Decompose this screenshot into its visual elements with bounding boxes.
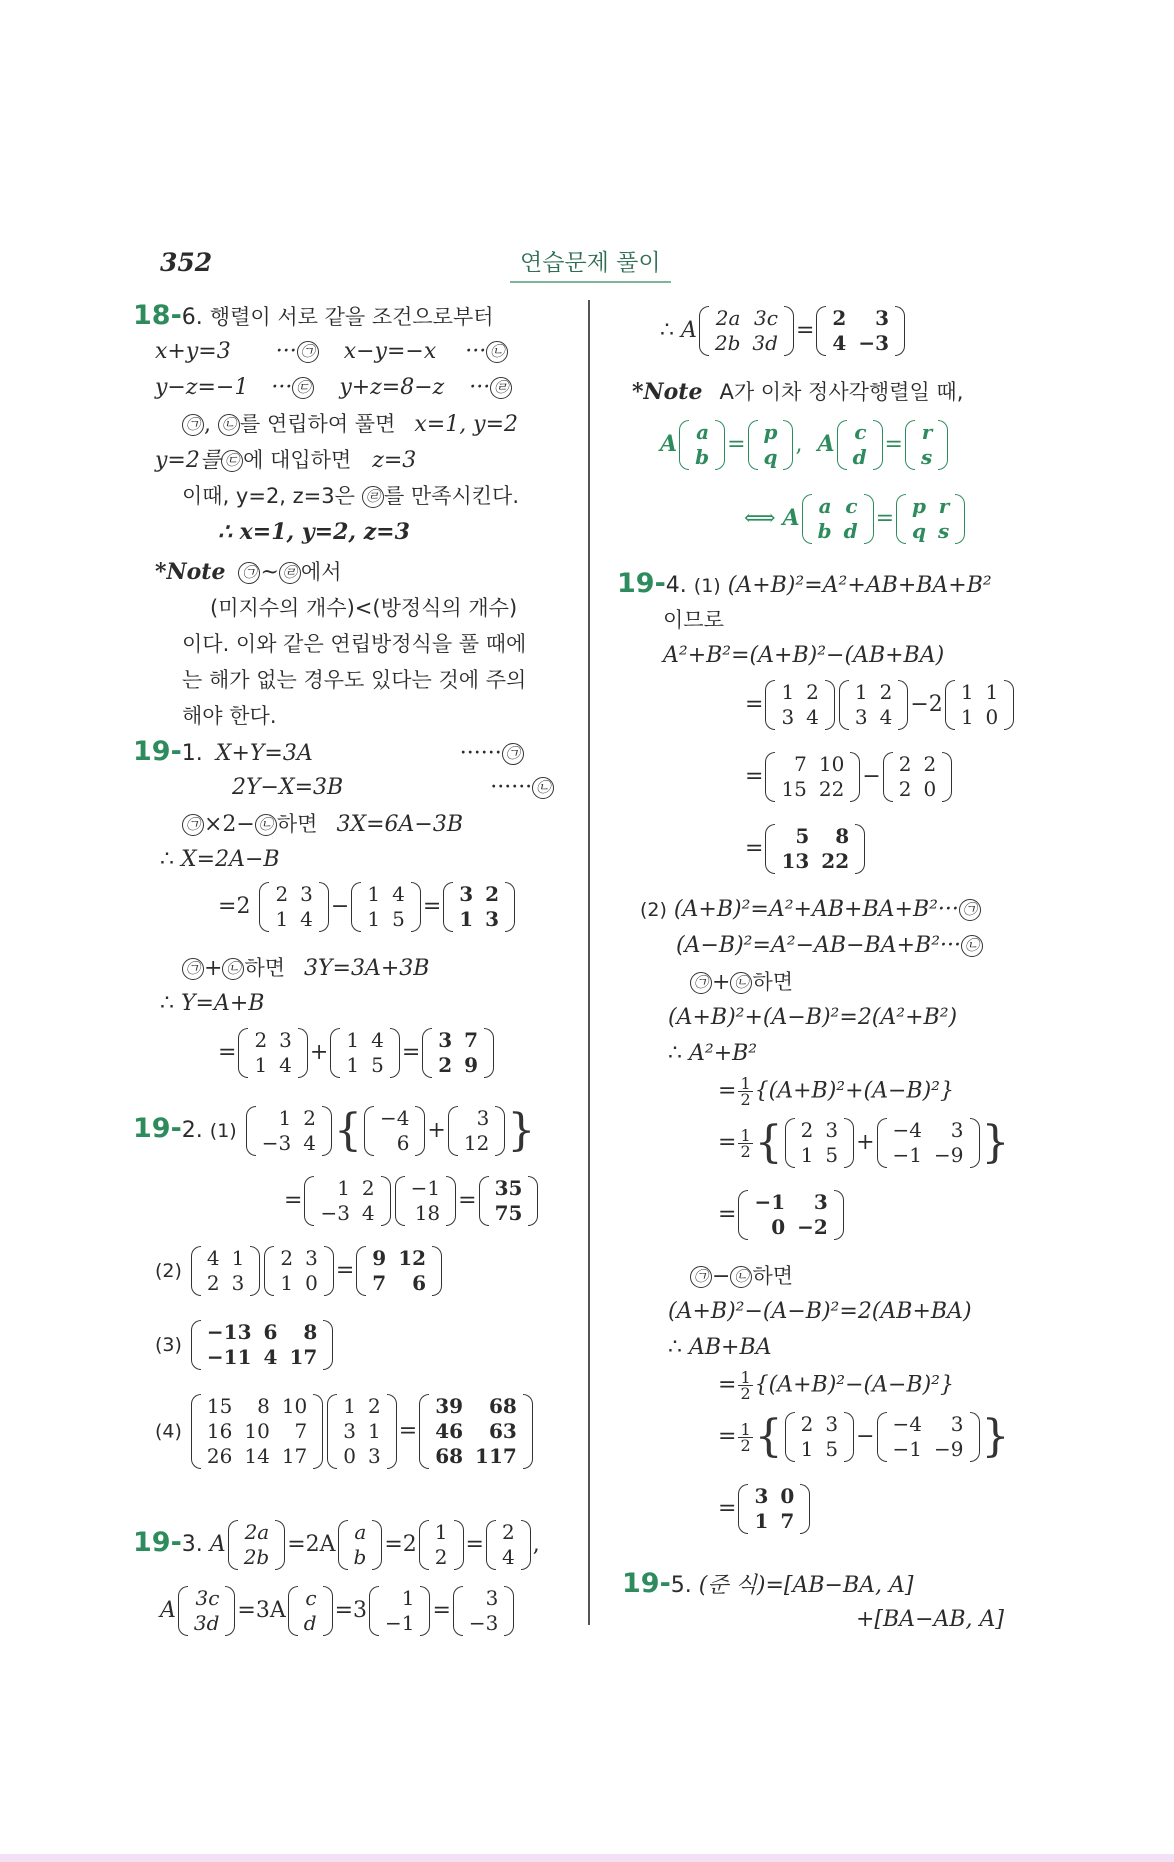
matrix: −4 3 −1 −9 bbox=[877, 1412, 980, 1462]
equation-line: (A−B)²=A²−AB−BA+B²··· ㉡ bbox=[676, 932, 983, 960]
matrix: −4 6 bbox=[364, 1106, 425, 1156]
problem-sub: 6 bbox=[181, 305, 196, 330]
equation-line: ∴ Y=A+B bbox=[160, 991, 265, 1016]
matrix: 39 68 46 63 68 117 bbox=[419, 1394, 533, 1469]
step-line: ㉠ − ㉡ 하면 bbox=[690, 1262, 793, 1291]
matrix-equation: = 3 0 1 7 bbox=[718, 1484, 812, 1534]
step-line: ㉠ ×2− ㉡ 하면 3X=6A−3B bbox=[182, 810, 463, 839]
note-heading: *Note ㉠ ~ ㉣ 에서 bbox=[155, 559, 342, 585]
matrix: 9 12 7 6 bbox=[356, 1246, 442, 1296]
text-line: 이므로 bbox=[663, 608, 724, 632]
matrix: 4 1 2 3 bbox=[191, 1246, 260, 1296]
matrix: 2 3 1 0 bbox=[264, 1246, 333, 1296]
matrix-equation: = 2 3 1 4 + 1 4 1 5 = 3 7 2 9 bbox=[218, 1028, 496, 1078]
matrix-equation: = 1 2 3 4 1 2 3 4 −2 1 1 1 0 bbox=[745, 680, 1016, 730]
matrix: 1 2 −3 4 bbox=[304, 1176, 390, 1226]
matrix: p q bbox=[748, 420, 794, 470]
page-bottom-strip bbox=[0, 1854, 1174, 1862]
matrix-equation: = 7 10 15 22 − 2 2 2 0 bbox=[745, 752, 954, 802]
step-line: ㉠ + ㉡ 하면 3Y=3A+3B bbox=[182, 954, 429, 983]
page-number: 352 bbox=[160, 248, 213, 277]
matrix: −1 18 bbox=[395, 1176, 456, 1226]
matrix: 1 2 3 1 0 3 bbox=[327, 1394, 396, 1469]
matrix: −13 6 8 −11 4 17 bbox=[191, 1320, 333, 1370]
equation-line: 2Y−X=3B ······ ㉡ bbox=[232, 774, 554, 802]
matrix: p r q s bbox=[896, 494, 965, 544]
matrix: 1 4 1 5 bbox=[330, 1028, 399, 1078]
matrix: 3c 3d bbox=[178, 1586, 236, 1636]
matrix: 1 −1 bbox=[369, 1586, 430, 1636]
matrix: 2 3 1 4 bbox=[259, 882, 328, 932]
equation-line: +[BA−AB, A] bbox=[856, 1607, 1005, 1632]
note-text: 해야 한다. bbox=[182, 704, 277, 728]
column-divider bbox=[588, 300, 590, 1625]
solution-line: ㉠ , ㉡ 를 연립하여 풀면 x=1, y=2 bbox=[182, 410, 518, 439]
note-formula: ⟺ A a c b d = p r q s bbox=[744, 494, 967, 544]
problem-19-2-heading: 19-2. (1) 1 2 −3 4 { −4 6 + 3 12 } bbox=[133, 1105, 536, 1156]
matrix: c d bbox=[288, 1586, 333, 1636]
matrix: −4 3 −1 −9 bbox=[877, 1118, 980, 1168]
matrix: a b bbox=[338, 1520, 383, 1570]
matrix-equation: = 5 8 13 22 bbox=[745, 824, 867, 874]
note-label: Note bbox=[166, 559, 226, 585]
matrix: 2 3 4 −3 bbox=[816, 306, 905, 356]
matrix-equation: A 3c 3d =3A c d =3 1 −1 = 3 −3 bbox=[160, 1586, 516, 1636]
problem-18-6-heading: 18-6. 행렬이 서로 같을 조건으로부터 bbox=[133, 300, 494, 331]
equation-line: (2) (A+B)²=A²+AB+BA+B²··· ㉠ bbox=[640, 896, 981, 924]
matrix-equation: = −1 3 0 −2 bbox=[718, 1190, 846, 1240]
matrix: 2 2 2 0 bbox=[883, 752, 952, 802]
matrix: 3 7 2 9 bbox=[422, 1028, 494, 1078]
matrix-equation: (3) −13 6 8 −11 4 17 bbox=[155, 1320, 335, 1370]
equation-line: ∴ AB+BA bbox=[668, 1335, 772, 1360]
equation-line: A²+B²=(A+B)²−(AB+BA) bbox=[663, 643, 945, 668]
equation-line: x+y=3 ··· ㉠ x−y=−x ··· ㉡ bbox=[155, 338, 508, 366]
equation-line: (A+B)²+(A−B)²=2(A²+B²) bbox=[668, 1005, 958, 1030]
intro-text: 행렬이 서로 같을 조건으로부터 bbox=[209, 305, 494, 329]
note-text: 이다. 이와 같은 연립방정식을 풀 때에 bbox=[182, 632, 527, 656]
answer-line: ∴ x=1, y=2, z=3 bbox=[218, 519, 410, 545]
solution-line: y=2를 ㉢ 에 대입하면 z=3 bbox=[155, 448, 417, 473]
equation-line: ∴ X=2A−B bbox=[160, 847, 280, 872]
matrix: 5 8 13 22 bbox=[765, 824, 865, 874]
matrix: a c b d bbox=[802, 494, 874, 544]
check-line: 이때, y=2, z=3은 ㉣ 를 만족시킨다. bbox=[182, 484, 520, 508]
matrix: 1 2 bbox=[419, 1520, 464, 1570]
matrix-equation: = $\frac{1}{2}$ { 2 3 1 5 − −4 3 −1 −9 } bbox=[718, 1411, 1010, 1462]
matrix: 1 2 −3 4 bbox=[246, 1106, 332, 1156]
problem-19-4-heading: 19-4. (1) (A+B)²=A²+AB+BA+B² bbox=[617, 568, 992, 599]
note-text: 는 해가 없는 경우도 있다는 것에 주의 bbox=[182, 668, 527, 692]
equation-line: y−z=−1 ··· ㉢ y+z=8−z ··· ㉣ bbox=[155, 374, 512, 402]
equation-line: ∴ A²+B² bbox=[668, 1041, 758, 1066]
note-text: (미지수의 개수)<(방정식의 개수) bbox=[210, 596, 518, 620]
matrix: r s bbox=[905, 420, 948, 470]
note-label: Note bbox=[643, 379, 703, 405]
matrix: 1 2 3 4 bbox=[839, 680, 908, 730]
note-formula: A a b = p q , A c d = r s bbox=[660, 420, 950, 470]
matrix: a b bbox=[679, 420, 725, 470]
matrix-equation: (2) 4 1 2 3 2 3 1 0 = 9 12 7 6 bbox=[155, 1246, 444, 1296]
matrix: 3 −3 bbox=[453, 1586, 514, 1636]
matrix-equation: (4) 15 8 10 16 10 7 26 14 17 1 2 3 1 0 3 = 39 68 46 63 68 117 bbox=[155, 1394, 535, 1469]
problem-19-3-heading: 19-3. A 2a 2b =2A a b =2 1 2 = 2 4 , bbox=[133, 1520, 540, 1569]
problem-19-5-heading: 19-5. (준 식)=[AB−BA, A] bbox=[622, 1568, 914, 1599]
step-line: ㉠ + ㉡ 하면 bbox=[690, 968, 793, 997]
matrix-equation: ∴ A 2a 3c 2b 3d = 2 3 4 −3 bbox=[660, 306, 907, 356]
page-title: 연습문제 풀이 bbox=[510, 244, 671, 283]
matrix: 3 2 1 3 bbox=[443, 882, 515, 932]
matrix: 35 75 bbox=[479, 1176, 539, 1226]
matrix: 3 12 bbox=[448, 1106, 505, 1156]
matrix: 2a 2b bbox=[228, 1520, 286, 1570]
matrix: 7 10 15 22 bbox=[765, 752, 860, 802]
matrix: 15 8 10 16 10 7 26 14 17 bbox=[191, 1394, 323, 1469]
problem-19-1-heading: 19-1. X+Y=3A ······ ㉠ bbox=[133, 738, 524, 768]
problem-number: 18 bbox=[133, 300, 171, 331]
matrix: 2 3 1 4 bbox=[238, 1028, 307, 1078]
matrix: −1 3 0 −2 bbox=[738, 1190, 843, 1240]
note-heading: *Note A가 이차 정사각행렬일 때, bbox=[632, 379, 964, 405]
matrix: c d bbox=[837, 420, 883, 470]
equation-line: (A+B)²−(A−B)²=2(AB+BA) bbox=[668, 1299, 972, 1324]
matrix-equation: = 1 2 −3 4 −1 18 = 35 75 bbox=[284, 1176, 540, 1226]
matrix: 2 3 1 5 bbox=[785, 1412, 854, 1462]
matrix: 2a 3c 2b 3d bbox=[699, 306, 794, 356]
matrix: 1 1 1 0 bbox=[945, 680, 1014, 730]
matrix-equation: = $\frac{1}{2}$ { 2 3 1 5 + −4 3 −1 −9 } bbox=[718, 1117, 1010, 1168]
matrix: 1 2 3 4 bbox=[765, 680, 834, 730]
equation-line: = $\frac{1}{2}$ {(A+B)²−(A−B)²} bbox=[718, 1368, 954, 1403]
matrix: 2 3 1 5 bbox=[785, 1118, 854, 1168]
equation-line: = $\frac{1}{2}$ {(A+B)²+(A−B)²} bbox=[718, 1074, 954, 1109]
matrix: 3 0 1 7 bbox=[738, 1484, 810, 1534]
matrix: 2 4 bbox=[486, 1520, 531, 1570]
matrix-equation: =2 2 3 1 4 − 1 4 1 5 = 3 2 1 3 bbox=[218, 882, 517, 932]
matrix: 1 4 1 5 bbox=[351, 882, 420, 932]
